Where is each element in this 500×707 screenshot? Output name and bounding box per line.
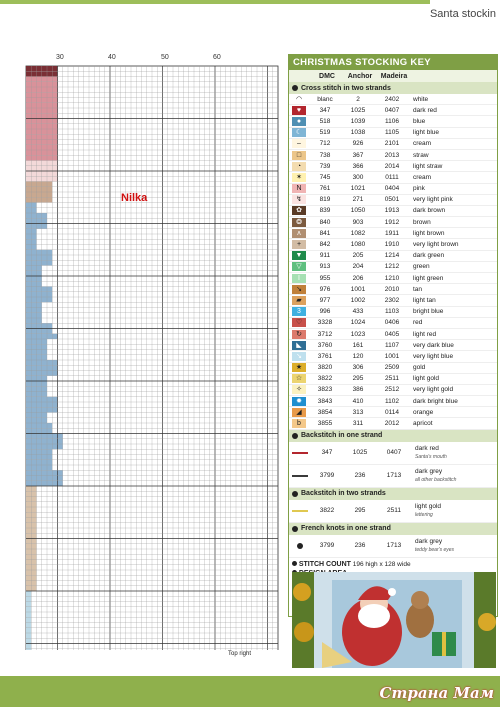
column-label-60: 60 bbox=[213, 54, 221, 61]
dmc-code: 739 bbox=[319, 162, 331, 170]
stitch-symbol-icon: ✧ bbox=[292, 385, 306, 394]
madeira-code: 2014 bbox=[384, 162, 400, 170]
stitch-symbol-icon: ✹ bbox=[292, 397, 306, 406]
madeira-code: 1713 bbox=[386, 472, 402, 480]
thread-name: green bbox=[413, 263, 430, 271]
key-row bbox=[289, 442, 497, 465]
dmc-code: 3799 bbox=[319, 472, 335, 480]
stitch-block bbox=[26, 623, 31, 628]
stitch-symbol-icon: ʌ bbox=[292, 229, 306, 238]
stitch-symbol-icon: ↻ bbox=[292, 330, 306, 339]
stitch-block bbox=[26, 617, 31, 622]
column-label-50: 50 bbox=[161, 54, 169, 61]
stitch-block bbox=[26, 187, 52, 192]
french-knot-icon bbox=[289, 543, 311, 549]
thread-name: red bbox=[413, 319, 423, 327]
stitch-symbol-icon: ◔ bbox=[292, 162, 306, 171]
section-backstitch-two: Backstitch in two strands bbox=[289, 488, 497, 500]
madeira-code: 0114 bbox=[385, 408, 399, 416]
key-row bbox=[289, 161, 497, 172]
thread-name: blue bbox=[413, 117, 426, 125]
stitch-block bbox=[26, 182, 52, 187]
stitch-symbol-icon: ♡ bbox=[292, 318, 306, 327]
thread-name: straw bbox=[413, 151, 429, 159]
anchor-code: 1001 bbox=[350, 285, 366, 293]
madeira-code: 1210 bbox=[384, 274, 400, 282]
bullet-icon bbox=[292, 85, 298, 91]
madeira-code: 2012 bbox=[384, 420, 400, 428]
key-row bbox=[289, 239, 497, 250]
thread-name: very light blue bbox=[413, 352, 454, 360]
stitch-symbol-icon: I bbox=[292, 274, 306, 283]
thread-note: teddy bear's eyes bbox=[415, 546, 455, 553]
anchor-code: 1039 bbox=[350, 117, 366, 125]
anchor-code: 2 bbox=[356, 95, 360, 103]
anchor-code: 1025 bbox=[350, 106, 366, 114]
stitch-symbol-icon: N bbox=[292, 184, 306, 193]
chart-footer-label: Top right bbox=[228, 651, 252, 657]
dmc-code: 3822 bbox=[319, 507, 335, 515]
running-head: Santa stockin bbox=[429, 8, 496, 20]
anchor-code: 1021 bbox=[350, 185, 366, 193]
stitch-block bbox=[26, 591, 31, 596]
stitch-symbol-icon: ● bbox=[292, 117, 306, 126]
key-row bbox=[289, 374, 497, 385]
thread-name: cream bbox=[413, 173, 432, 181]
madeira-code: 1107 bbox=[385, 341, 399, 349]
dmc-code: 761 bbox=[319, 185, 331, 193]
key-row bbox=[289, 228, 497, 239]
madeira-code: 1102 bbox=[385, 397, 399, 405]
stitch-symbol-icon: ☆ bbox=[292, 374, 306, 383]
stitch-block bbox=[26, 260, 52, 265]
dmc-code: 347 bbox=[319, 106, 331, 114]
dmc-code: 913 bbox=[319, 263, 331, 271]
dmc-code: 3854 bbox=[317, 408, 333, 416]
thread-name: apricot bbox=[413, 420, 433, 428]
thread-name: bright blue bbox=[413, 308, 444, 316]
key-row bbox=[289, 273, 497, 284]
key-row bbox=[289, 217, 497, 228]
stitch-symbol-icon: – bbox=[292, 139, 306, 148]
dmc-code: 841 bbox=[319, 229, 331, 237]
madeira-code: 1911 bbox=[385, 229, 399, 237]
stitch-block bbox=[26, 455, 52, 460]
thread-name: dark brown bbox=[413, 207, 446, 215]
dmc-code: 911 bbox=[319, 252, 331, 260]
stitch-block bbox=[26, 271, 42, 276]
bullet-icon bbox=[292, 526, 298, 532]
madeira-code: 1212 bbox=[384, 263, 400, 271]
thread-note: lettering bbox=[415, 511, 433, 518]
anchor-code: 1082 bbox=[350, 229, 366, 237]
stitch-block bbox=[26, 329, 52, 334]
stitch-count: STITCH COUNT 196 high x 128 wide bbox=[292, 560, 494, 569]
dmc-code: 819 bbox=[319, 196, 331, 204]
stitch-symbol-icon: ☾ bbox=[292, 128, 306, 137]
stitch-symbol-icon: ◢ bbox=[292, 408, 306, 417]
stocking-photo-illustration bbox=[292, 572, 496, 668]
stitch-symbol-icon: ★ bbox=[292, 363, 306, 372]
anchor-code: 1050 bbox=[350, 207, 366, 215]
anchor-code: 236 bbox=[354, 542, 366, 550]
key-title: CHRISTMAS STOCKING KEY bbox=[289, 55, 497, 70]
key-row bbox=[289, 307, 497, 318]
key-column-headers bbox=[289, 70, 497, 82]
anchor-code: 306 bbox=[352, 364, 364, 372]
madeira-code: 1105 bbox=[385, 129, 399, 137]
thread-name: orange bbox=[413, 408, 434, 416]
stitch-symbol-icon: b bbox=[292, 419, 306, 428]
stitch-block bbox=[26, 596, 31, 601]
dmc-code: 3855 bbox=[317, 420, 333, 428]
thread-name: very dark blue bbox=[413, 341, 454, 349]
handwritten-annotation: Nilka bbox=[121, 192, 148, 204]
stitch-block bbox=[26, 255, 52, 260]
madeira-code: 2010 bbox=[384, 285, 400, 293]
key-row bbox=[289, 363, 497, 374]
key-row bbox=[289, 105, 497, 116]
key-row bbox=[289, 262, 497, 273]
madeira-code: 1103 bbox=[385, 308, 399, 316]
dmc-code: 3843 bbox=[317, 397, 333, 405]
madeira-code: 2511 bbox=[385, 375, 399, 383]
key-row bbox=[289, 184, 497, 195]
section-french-knots: French knots in one strand bbox=[289, 523, 497, 535]
thread-name: white bbox=[413, 95, 429, 103]
stitch-symbol-icon: ↯ bbox=[292, 195, 306, 204]
anchor-code: 1080 bbox=[350, 241, 366, 249]
anchor-code: 410 bbox=[352, 397, 364, 405]
thread-name: light red bbox=[413, 330, 437, 338]
thread-name: light gold bbox=[413, 375, 440, 383]
madeira-code: 2509 bbox=[384, 364, 400, 372]
stitch-block bbox=[26, 287, 52, 292]
anchor-code: 926 bbox=[352, 140, 364, 148]
thread-name: light tan bbox=[413, 296, 436, 304]
madeira-code: 1713 bbox=[386, 542, 402, 550]
key-row bbox=[289, 116, 497, 127]
key-row bbox=[289, 139, 497, 150]
thread-name: cream bbox=[413, 140, 432, 148]
chart-grid bbox=[20, 50, 282, 650]
stitch-block bbox=[26, 612, 31, 617]
stitch-symbol-icon: ↘ bbox=[292, 285, 306, 294]
madeira-code: 2511 bbox=[387, 507, 401, 515]
anchor-code: 161 bbox=[352, 341, 364, 349]
madeira-code: 0111 bbox=[385, 173, 399, 181]
col-dmc: DMC bbox=[319, 72, 335, 80]
dmc-code: 842 bbox=[319, 241, 331, 249]
dmc-code: 3822 bbox=[317, 375, 333, 383]
stitch-block bbox=[26, 302, 42, 307]
thread-name: dark grey teddy bear's eyes bbox=[415, 537, 455, 553]
stitch-block bbox=[26, 465, 52, 470]
anchor-code: 120 bbox=[352, 352, 364, 360]
stitch-symbol-icon: ◣ bbox=[292, 341, 306, 350]
madeira-code: 0407 bbox=[384, 106, 400, 114]
dmc-code: 519 bbox=[319, 129, 331, 137]
key-row bbox=[289, 396, 497, 407]
madeira-code: 1106 bbox=[385, 117, 399, 125]
backstitch-one-rows bbox=[289, 442, 497, 488]
stitch-block bbox=[26, 292, 52, 297]
madeira-code: 0404 bbox=[384, 185, 400, 193]
thread-name: dark red bbox=[413, 106, 437, 114]
backstitch-line-icon bbox=[289, 452, 311, 454]
anchor-code: 295 bbox=[354, 507, 366, 515]
key-row bbox=[289, 94, 497, 105]
dmc-code: 3761 bbox=[317, 352, 333, 360]
stitch-symbol-icon: ❂ bbox=[292, 218, 306, 227]
stitch-block bbox=[26, 607, 31, 612]
madeira-code: 1913 bbox=[384, 207, 400, 215]
header-accent-bar bbox=[0, 0, 430, 4]
stitch-block bbox=[26, 449, 52, 454]
stocking-key-panel bbox=[288, 54, 498, 617]
stitch-block bbox=[26, 297, 52, 302]
madeira-code: 1912 bbox=[384, 218, 400, 226]
anchor-code: 311 bbox=[352, 420, 364, 428]
stitch-symbol-icon: ▽ bbox=[292, 262, 306, 271]
dmc-code: blanc bbox=[317, 95, 333, 103]
bullet-icon bbox=[292, 491, 298, 497]
key-row bbox=[289, 535, 497, 558]
thread-name: tan bbox=[413, 285, 423, 293]
anchor-code: 313 bbox=[352, 408, 364, 416]
key-row bbox=[289, 284, 497, 295]
stitch-block bbox=[26, 197, 52, 202]
dmc-code: 977 bbox=[319, 296, 331, 304]
backstitch-line-icon bbox=[289, 475, 311, 477]
stitch-symbol-icon: + bbox=[292, 240, 306, 249]
dmc-code: 955 bbox=[319, 274, 331, 282]
key-row bbox=[289, 418, 497, 429]
stitch-block bbox=[26, 638, 31, 643]
stitch-block bbox=[26, 428, 52, 433]
dmc-code: 3328 bbox=[317, 319, 333, 327]
backstitch-two-rows bbox=[289, 500, 497, 523]
stitch-block bbox=[26, 323, 52, 328]
dmc-code: 738 bbox=[319, 151, 331, 159]
key-row bbox=[289, 340, 497, 351]
stitch-block bbox=[26, 649, 31, 650]
stitch-block bbox=[26, 192, 52, 197]
stitch-block bbox=[26, 633, 31, 638]
stitch-symbol-icon: □ bbox=[292, 151, 306, 160]
thread-name: dark red Santa's mouth bbox=[415, 444, 447, 460]
thread-name: light brown bbox=[413, 229, 445, 237]
madeira-code: 2013 bbox=[384, 151, 400, 159]
anchor-code: 204 bbox=[352, 263, 364, 271]
key-row bbox=[289, 465, 497, 488]
thread-name: brown bbox=[413, 218, 431, 226]
stitch-block bbox=[26, 318, 42, 323]
dmc-code: 3760 bbox=[317, 341, 333, 349]
key-row bbox=[289, 318, 497, 329]
anchor-code: 236 bbox=[354, 472, 366, 480]
key-row bbox=[289, 351, 497, 362]
cross-stitch-rows bbox=[289, 94, 497, 430]
anchor-code: 366 bbox=[352, 162, 364, 170]
stitch-block bbox=[26, 602, 31, 607]
dmc-code: 976 bbox=[319, 285, 331, 293]
stitch-block bbox=[26, 308, 42, 313]
thread-name: light gold lettering bbox=[415, 502, 442, 518]
stitch-symbol-icon: ◠ bbox=[292, 95, 306, 104]
key-row bbox=[289, 150, 497, 161]
thread-name: light green bbox=[413, 274, 444, 282]
anchor-code: 1002 bbox=[350, 296, 366, 304]
madeira-code: 0407 bbox=[386, 449, 402, 457]
dmc-code: 3712 bbox=[317, 330, 333, 338]
bullet-icon bbox=[292, 433, 298, 439]
dmc-code: 839 bbox=[319, 207, 331, 215]
cross-stitch-chart bbox=[20, 50, 282, 650]
stitch-block bbox=[26, 313, 42, 318]
key-row bbox=[289, 295, 497, 306]
madeira-code: 1214 bbox=[384, 252, 400, 260]
thread-name: dark grey all other backstitch bbox=[415, 467, 457, 483]
stitch-block bbox=[26, 250, 52, 255]
thread-note: Santa's mouth bbox=[415, 453, 447, 460]
anchor-code: 1023 bbox=[350, 330, 366, 338]
madeira-code: 1001 bbox=[384, 352, 400, 360]
stitch-symbol-icon: ✶ bbox=[292, 173, 306, 182]
dmc-code: 712 bbox=[319, 140, 331, 148]
key-row bbox=[289, 172, 497, 183]
anchor-code: 271 bbox=[352, 196, 364, 204]
col-madeira: Madeira bbox=[380, 72, 408, 80]
thread-name: very light gold bbox=[413, 386, 454, 394]
madeira-code: 1910 bbox=[384, 241, 400, 249]
stitch-symbol-icon: ▼ bbox=[292, 251, 306, 260]
thread-name: light straw bbox=[413, 162, 443, 170]
stitch-symbol-icon: ↘ bbox=[292, 352, 306, 361]
thread-name: very light pink bbox=[413, 196, 453, 204]
stitch-symbol-icon: ♥ bbox=[292, 106, 306, 115]
anchor-code: 300 bbox=[352, 173, 364, 181]
anchor-code: 1038 bbox=[350, 129, 366, 137]
french-knot-rows bbox=[289, 535, 497, 558]
thread-name: pink bbox=[413, 185, 425, 193]
stitch-block bbox=[26, 460, 52, 465]
dmc-code: 3799 bbox=[319, 542, 335, 550]
anchor-code: 386 bbox=[352, 386, 364, 394]
dmc-code: 745 bbox=[319, 173, 331, 181]
key-row bbox=[289, 329, 497, 340]
madeira-code: 0406 bbox=[384, 319, 400, 327]
anchor-code: 367 bbox=[352, 151, 364, 159]
thread-name: dark green bbox=[413, 252, 445, 260]
stitch-block bbox=[26, 423, 52, 428]
backstitch-line-icon bbox=[289, 510, 311, 512]
madeira-code: 0501 bbox=[384, 196, 400, 204]
stitch-block bbox=[26, 276, 42, 281]
thread-name: dark bright blue bbox=[413, 397, 458, 405]
dmc-code: 518 bbox=[319, 117, 331, 125]
section-backstitch-one: Backstitch in one strand bbox=[289, 430, 497, 442]
key-row bbox=[289, 385, 497, 396]
key-row bbox=[289, 128, 497, 139]
stitch-symbol-icon: ✿ bbox=[292, 206, 306, 215]
dmc-code: 996 bbox=[319, 308, 331, 316]
dmc-code: 347 bbox=[321, 449, 333, 457]
column-label-30: 30 bbox=[56, 54, 64, 61]
madeira-code: 2512 bbox=[384, 386, 400, 394]
key-row bbox=[289, 195, 497, 206]
stitch-block bbox=[26, 644, 31, 649]
col-anchor: Anchor bbox=[347, 72, 373, 80]
dmc-code: 840 bbox=[319, 218, 331, 226]
key-row bbox=[289, 500, 497, 523]
stitch-block bbox=[26, 266, 42, 271]
thread-name: gold bbox=[413, 364, 426, 372]
dmc-code: 3823 bbox=[317, 386, 333, 394]
thread-name: light blue bbox=[413, 129, 440, 137]
anchor-code: 205 bbox=[352, 252, 364, 260]
stitch-block bbox=[26, 281, 42, 286]
key-row bbox=[289, 251, 497, 262]
madeira-code: 0405 bbox=[384, 330, 400, 338]
dmc-code: 3820 bbox=[317, 364, 333, 372]
watermark-logo: Страна Мам bbox=[379, 684, 494, 702]
anchor-code: 433 bbox=[352, 308, 364, 316]
column-label-40: 40 bbox=[108, 54, 116, 61]
anchor-code: 1024 bbox=[350, 319, 366, 327]
stitch-block bbox=[26, 628, 31, 633]
anchor-code: 295 bbox=[352, 375, 364, 383]
key-row bbox=[289, 407, 497, 418]
stitch-symbol-icon: 3 bbox=[292, 307, 306, 316]
stocking-photo bbox=[292, 572, 496, 668]
anchor-code: 206 bbox=[352, 274, 364, 282]
madeira-code: 2402 bbox=[384, 95, 400, 103]
key-row bbox=[289, 206, 497, 217]
madeira-code: 2302 bbox=[384, 296, 400, 304]
thread-note: all other backstitch bbox=[415, 476, 457, 483]
madeira-code: 2101 bbox=[384, 140, 400, 148]
section-cross-stitch: Cross stitch in two strands bbox=[289, 82, 497, 94]
thread-name: very light brown bbox=[413, 241, 459, 249]
anchor-code: 903 bbox=[352, 218, 364, 226]
stitch-symbol-icon: ▰ bbox=[292, 296, 306, 305]
anchor-code: 1025 bbox=[352, 449, 368, 457]
page-header bbox=[0, 0, 500, 36]
